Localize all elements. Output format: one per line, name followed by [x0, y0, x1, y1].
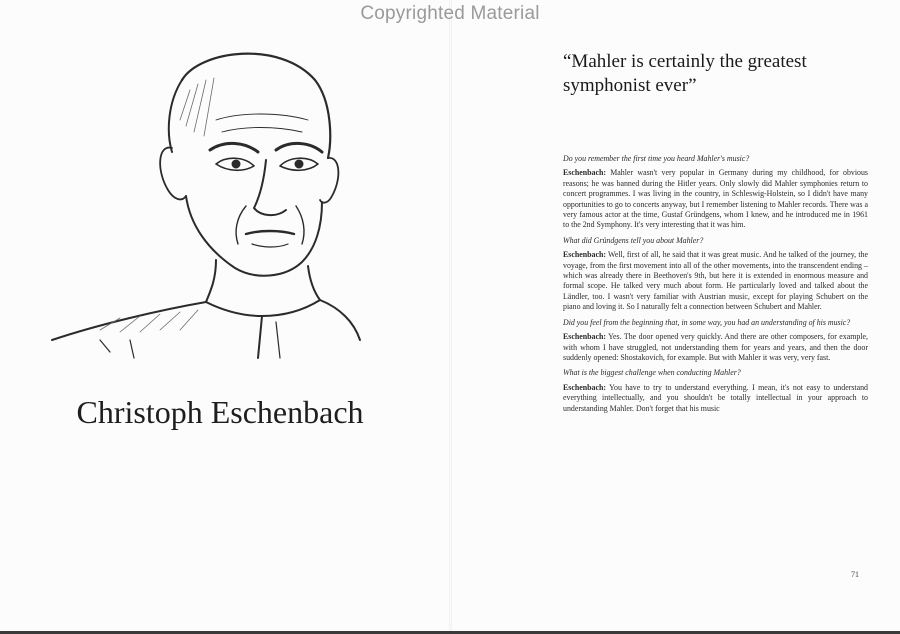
speaker-label: Eschenbach:: [563, 168, 606, 178]
answer: [563, 332, 868, 363]
question: Do you remember the first time you heard Mahler's music?: [563, 154, 750, 163]
question: Did you feel from the beginning that, in some way, you had an understanding of his music?: [563, 317, 851, 327]
answer-text: Mahler wasn't very popular in Germany during my childhood, for obvious reasons; he was banned during the Hitler years. Only slowly did Mahler symphonies return to concert programmes. I was living in the country, in Schleswig-Holstein, so I didn't have many opportunities to go to concerts anyway, but I remember listening to Mahler records. There was a very famous actor at the time, Gustaf Gründgens, whom I knew, and he introduced me in 1961 to the 2nd Symphony. It's very interesting that it was him.: [563, 168, 868, 230]
answer: [563, 250, 868, 312]
copyright-watermark: Copyrighted Material: [360, 3, 540, 24]
question: What did Gründgens tell you about Mahler?: [563, 235, 704, 245]
chapter-quote-title: “Mahler is certainly the greatest symphonist ever”: [563, 51, 807, 96]
question: What is the biggest challenge when conducting Mahler?: [563, 368, 741, 378]
answer: [563, 383, 868, 414]
page-gutter: [449, 0, 452, 634]
answer-text: Yes. The door opened very quickly. And there are other composers, for example, with whom I have struggled, not understanding them for years and years, and then the door suddenly opened: Shostakovich, for example. But with Mahler it was very, very fast.: [563, 332, 868, 362]
subject-name: Christoph Eschenbach: [76, 394, 364, 430]
answer: [563, 168, 868, 230]
speaker-label: Eschenbach:: [563, 332, 606, 342]
speaker-label: Eschenbach:: [563, 382, 606, 392]
page-number: 71: [851, 570, 859, 579]
interview-text: [563, 154, 868, 419]
answer-text: Well, first of all, he said that it was great music. And he talked of the journey, the voyage, from the first movement into all of the other movements, into the transcendent ending – which was already there in Beethoven's 9th, but here it is extended in enormous measure and formal scope. He talked very much about form. He particularly loved and talked about the Ländler, too. I wasn't very familiar with Austrian music, except for playing Schubert on the piano and loving it. So I naturally felt a connection between Schubert and Mahler.: [563, 250, 868, 312]
speaker-label: Eschenbach:: [563, 250, 606, 260]
answer-text: You have to try to understand everything. I mean, it's not easy to understand everything intellectually, and you shouldn't be totally intellectual in your approach to understanding Mahler. Don't forget that his music: [563, 382, 868, 413]
portrait-sketch: [40, 40, 370, 370]
